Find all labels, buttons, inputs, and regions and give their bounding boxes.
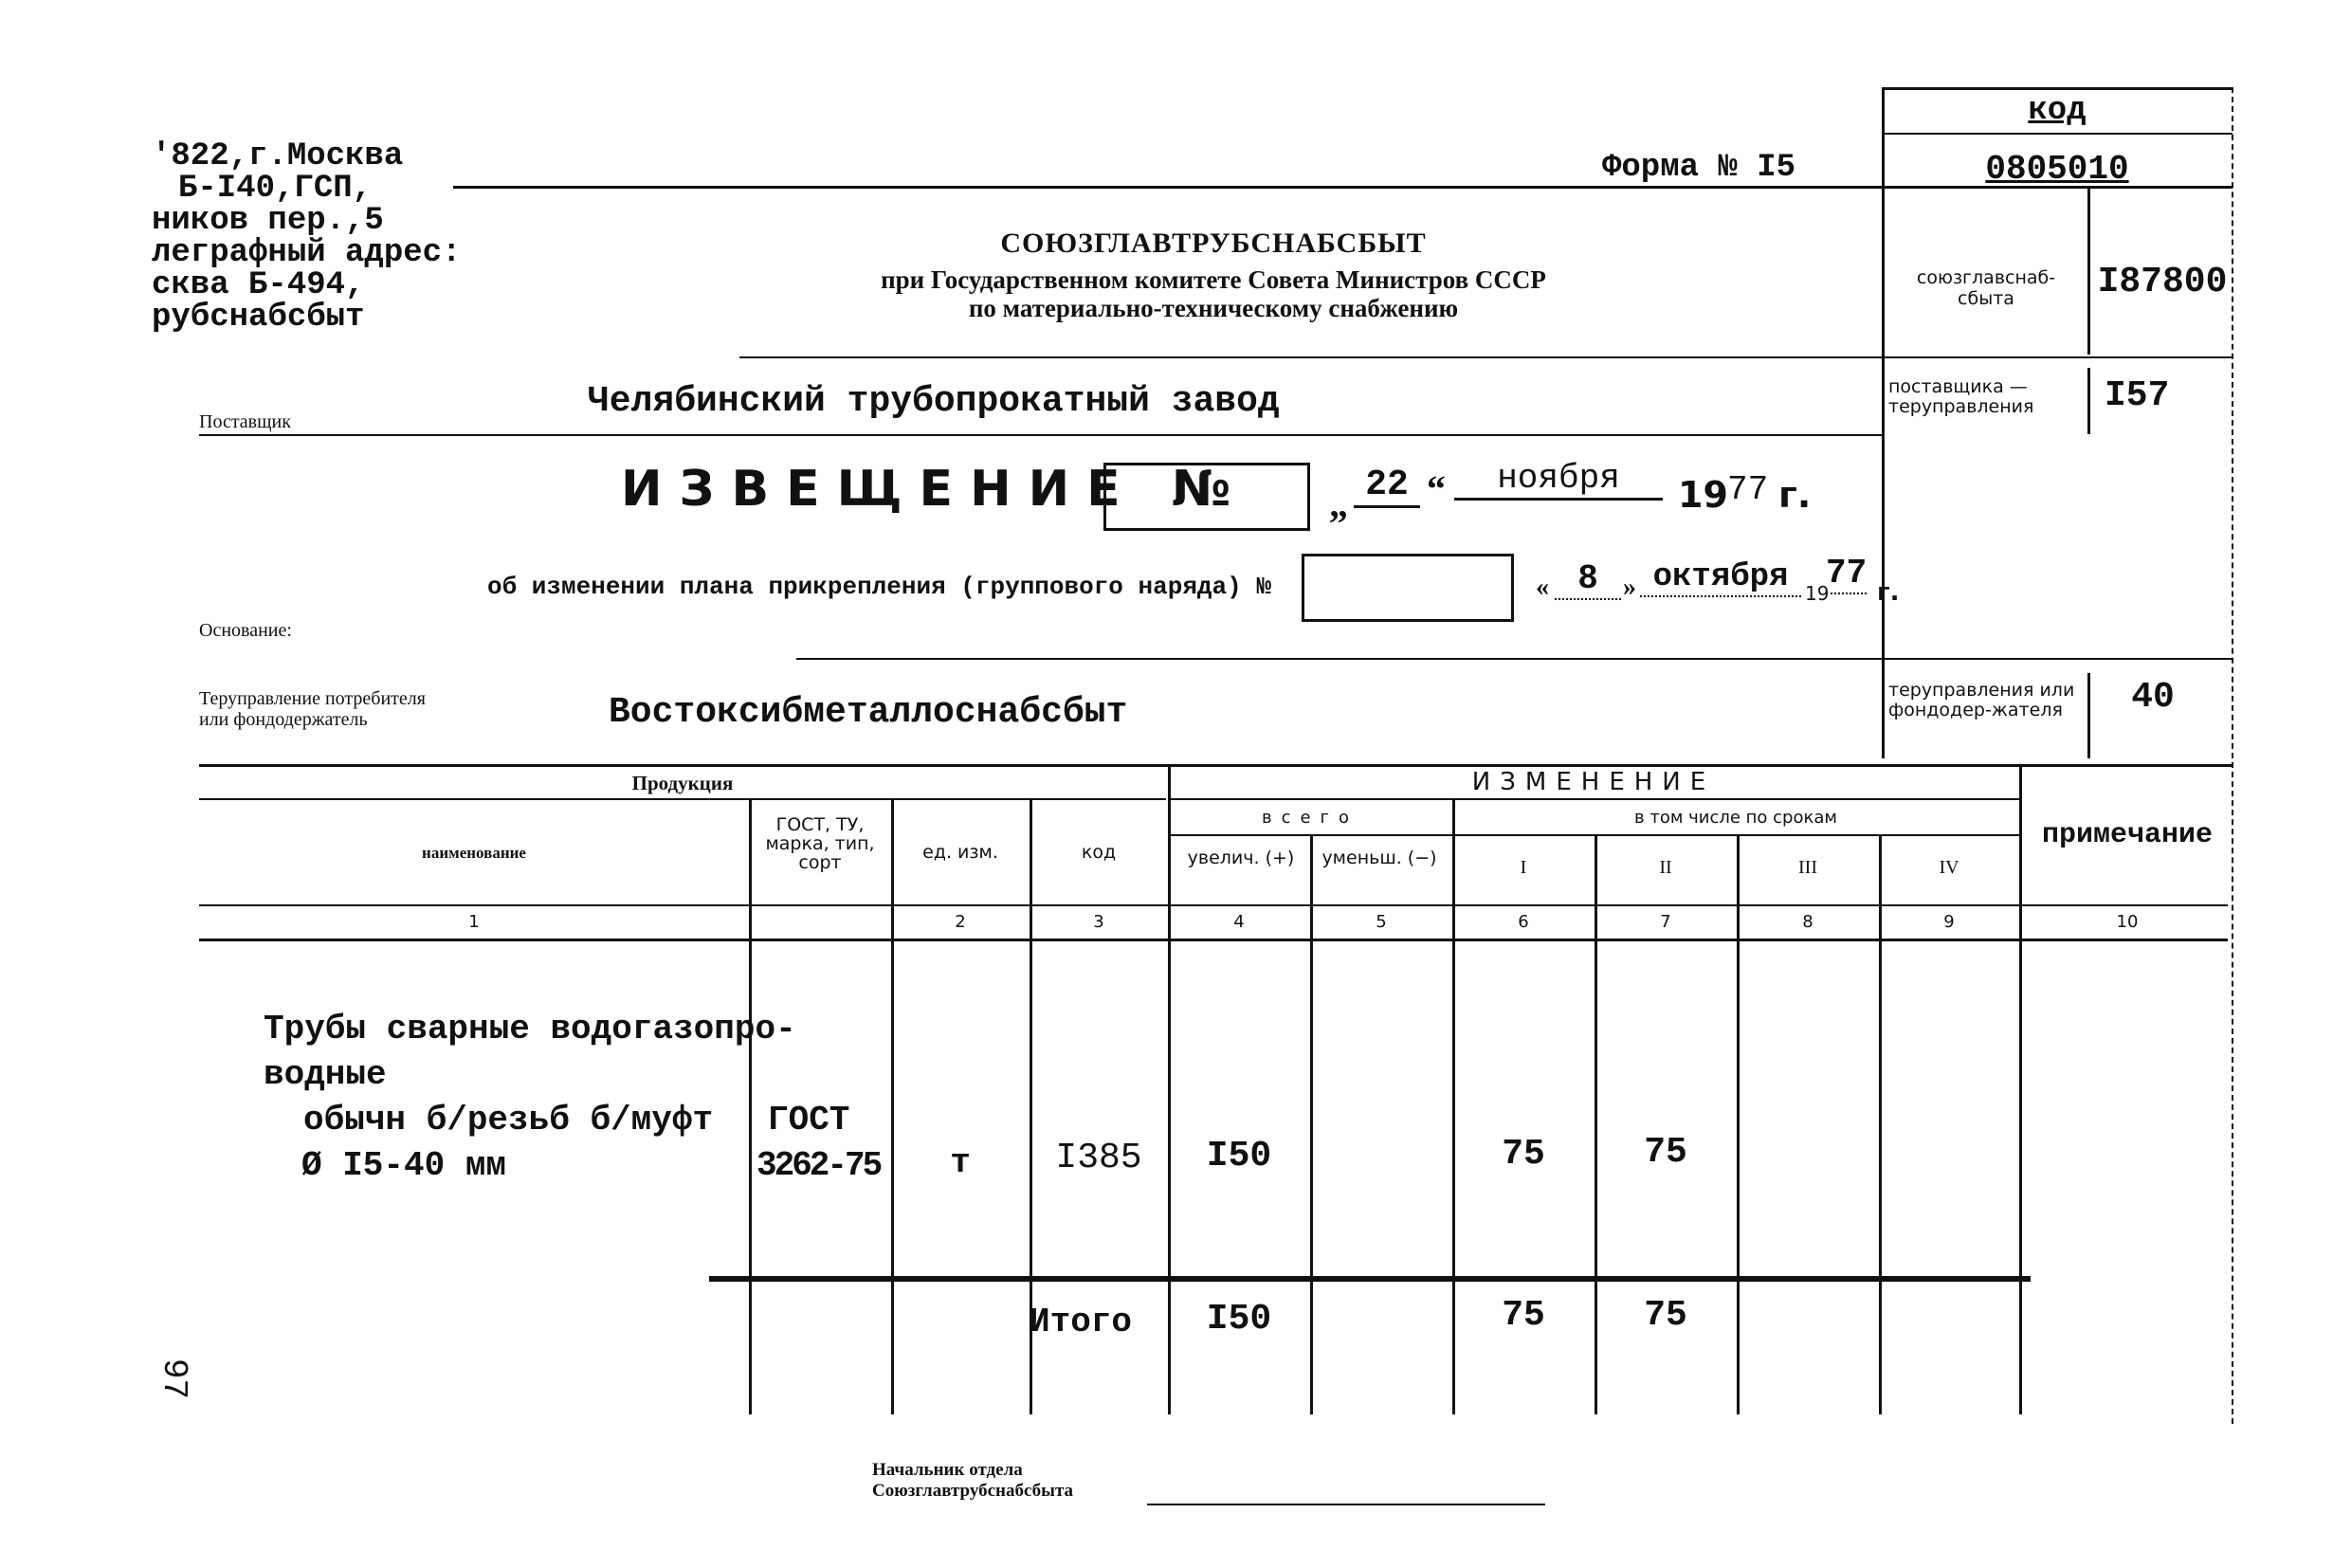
signature-field[interactable]	[1147, 1504, 1545, 1505]
note-header: примечание	[2041, 819, 2214, 851]
plan-number-field[interactable]	[1302, 554, 1514, 622]
notice-number-field[interactable]	[1103, 463, 1310, 531]
plan-year: 77	[1826, 554, 1868, 593]
notice-year-suffix: г.	[1778, 474, 1812, 516]
address-line: леграфный адрес:	[152, 235, 462, 271]
consumer-label-2: или фондодержатель	[199, 709, 368, 730]
col-number: 7	[1660, 912, 1671, 932]
col-inc: увелич. (+)	[1187, 848, 1295, 868]
col-name: наименование	[422, 844, 526, 862]
notice-quote-close: “	[1427, 467, 1446, 510]
product-header: Продукция	[631, 772, 734, 794]
address-line: Б-I40,ГСП,	[178, 171, 373, 207]
plan-year-suffix: г.	[1877, 578, 1900, 607]
signature-line-2: Союзглавтрубснабсбыта	[872, 1481, 1074, 1501]
row-gost	[756, 1098, 880, 1189]
address-block	[152, 140, 461, 334]
col-gost: ГОСТ, ТУ, марка, тип, сорт	[765, 814, 875, 873]
page-number: 97	[155, 1358, 194, 1400]
plan-quote-open: «	[1536, 573, 1549, 602]
address-line: ников пер.,5	[152, 203, 384, 239]
row-name	[264, 1007, 796, 1189]
periods-header: в том числе по срокам	[1634, 808, 1837, 828]
col-number: 5	[1376, 912, 1387, 932]
row-code: I385	[1055, 1138, 1142, 1178]
org-sub1: при Государственном комитете Совета Министров СССР	[881, 265, 1546, 294]
row-name-line: Трубы сварные водогазопро-	[264, 1010, 796, 1048]
total-p1: 75	[1502, 1295, 1545, 1336]
soyuz-code-label: союзглавснаб-сбыта	[1916, 267, 2056, 309]
notice-quote-open: „	[1329, 483, 1348, 525]
kod-label: код	[2028, 93, 2087, 129]
col-unit: ед. изм.	[922, 842, 998, 863]
plan-day: 8	[1555, 559, 1621, 600]
address-line: '822,г.Москва	[152, 138, 404, 174]
row-inc: I50	[1206, 1136, 1272, 1176]
notice-title: ИЗВЕЩЕНИЕ №	[621, 461, 1248, 518]
col-number: 4	[1233, 912, 1245, 932]
total-header: всего	[1261, 808, 1359, 828]
kod-value: 0805010	[1985, 150, 2129, 189]
consumer-label-1: Теруправление потребителя	[199, 688, 426, 709]
col-p4: IV	[1939, 857, 1959, 878]
notice-year-prefix: 19	[1678, 474, 1728, 516]
col-code: код	[1081, 842, 1117, 863]
col-p3: III	[1798, 857, 1817, 878]
consumer-value: Востоксибметаллоснабсбыт	[609, 692, 1128, 733]
col-number: 3	[1093, 912, 1104, 932]
plan-month: октября	[1640, 559, 1801, 597]
terupr-code-label: теруправления или фондодер-жателя	[1888, 680, 2075, 720]
plan-year-prefix: 19	[1805, 582, 1830, 605]
signature-line-1: Начальник отдела	[872, 1460, 1023, 1480]
signature-block	[872, 1460, 1073, 1502]
soyuz-code-value: I87800	[2097, 262, 2228, 302]
plan-text: об изменении плана прикрепления (группового наряда) №	[487, 573, 1271, 601]
supplier-code-label: поставщика — теруправления	[1888, 376, 2034, 417]
plan-quote-close: »	[1623, 573, 1636, 602]
address-line: рубснабсбыт	[152, 300, 365, 336]
row-gost-line: ГОСТ	[768, 1101, 850, 1140]
col-number: 2	[955, 912, 966, 932]
address-line: сква Б-494,	[152, 267, 365, 303]
col-number: 9	[1943, 912, 1955, 932]
org-sub2: по материально-техническому снабжению	[968, 294, 1459, 322]
total-inc: I50	[1206, 1299, 1272, 1340]
col-number: 10	[2116, 912, 2139, 932]
row-unit: т	[950, 1143, 971, 1182]
col-number: 8	[1802, 912, 1813, 932]
supplier-value: Челябинский трубопрокатный завод	[588, 381, 1280, 422]
org-name: СОЮЗГЛАВТРУБСНАБСБЫТ	[1000, 228, 1427, 259]
notice-month: ноября	[1454, 459, 1663, 501]
supplier-code-value: I57	[2105, 375, 2170, 416]
notice-year: 77	[1727, 470, 1769, 509]
col-p2: II	[1659, 857, 1672, 878]
form-label: Форма № I5	[1602, 150, 1796, 186]
col-number: 6	[1518, 912, 1529, 932]
supplier-label: Поставщик	[199, 411, 291, 432]
basis-label: Основание:	[199, 620, 292, 641]
row-name-line: обычн б/резьб б/муфт	[303, 1101, 714, 1140]
notice-day: 22	[1354, 465, 1420, 508]
total-p2: 75	[1644, 1295, 1687, 1336]
col-p1: I	[1520, 857, 1527, 878]
row-p2: 75	[1644, 1132, 1687, 1173]
row-p1: 75	[1502, 1134, 1545, 1175]
total-label: Итого	[1030, 1303, 1133, 1341]
terupr-code-value: 40	[2131, 677, 2175, 718]
row-gost-line: 3262-75	[756, 1146, 881, 1185]
row-name-line: водные	[264, 1055, 387, 1094]
row-name-line: Ø I5-40 мм	[301, 1146, 507, 1185]
change-header: ИЗМЕНЕНИЕ	[1471, 768, 1716, 796]
col-number: 1	[468, 912, 480, 932]
col-dec: уменьш. (−)	[1321, 848, 1437, 868]
